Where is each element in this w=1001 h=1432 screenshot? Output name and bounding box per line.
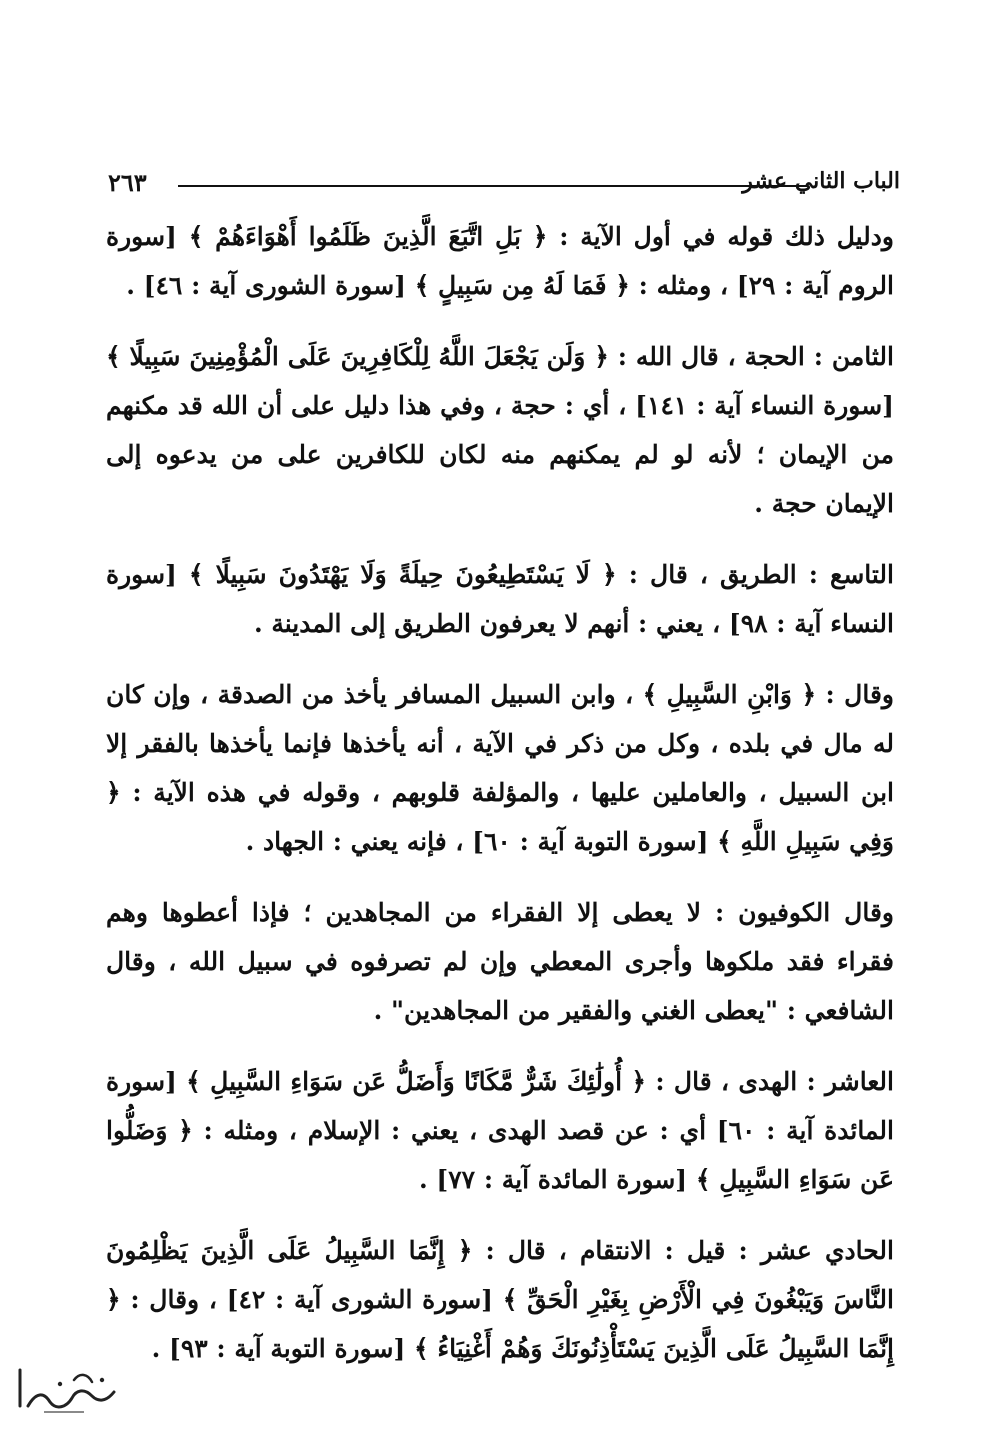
page-body bbox=[106, 212, 894, 1395]
paragraph-1: ودليل ذلك قوله في أول الآية : ﴿ بَلِ اتَّبَعَ الَّذِينَ ظَلَمُوا أَهْوَاءَهُمْ ﴾ [سورة الروم آية : ٢٩] ، ومثله : ﴿ فَمَا لَهُ مِن سَبِيلٍ ﴾ [سورة الشورى آية : ٤٦] . bbox=[106, 222, 894, 300]
paragraph-7: الحادي عشر : قيل : الانتقام ، قال : ﴿ إِنَّمَا السَّبِيلُ عَلَى الَّذِينَ يَظْلِمُونَ النَّاسَ وَيَبْغُونَ فِي الْأَرْضِ بِغَيْرِ الْحَقِّ ﴾ [سورة الشورى آية : ٤٢] ، وقال : ﴿ إِنَّمَا السَّبِيلُ عَلَى الَّذِينَ يَسْتَأْذِنُونَكَ وَهُمْ أَغْنِيَاءُ ﴾ [سورة التوبة آية : ٩٣] . bbox=[106, 1236, 894, 1363]
paragraph-6: العاشر : الهدى ، قال : ﴿ أُولَٰئِكَ شَرٌّ مَّكَانًا وَأَضَلُّ عَن سَوَاءِ السَّبِيلِ ﴾ [سورة المائدة آية : ٦٠] أي : عن قصد الهدى ، يعني : الإسلام ، ومثله : ﴿ وَضَلُّوا عَن سَوَاءِ السَّبِيلِ ﴾ [سورة المائدة آية : ٧٧] . bbox=[106, 1067, 894, 1194]
paragraph-3: التاسع : الطريق ، قال : ﴿ لَا يَسْتَطِيعُونَ حِيلَةً وَلَا يَهْتَدُونَ سَبِيلًا ﴾ [سورة النساء آية : ٩٨] ، يعني : أنهم لا يعرفون الطريق إلى المدينة . bbox=[106, 560, 894, 638]
chapter-title: الباب الثاني عشر bbox=[742, 168, 900, 194]
paragraph-2: الثامن : الحجة ، قال الله : ﴿ وَلَن يَجْعَلَ اللَّهُ لِلْكَافِرِينَ عَلَى الْمُؤْمِنِينَ سَبِيلًا ﴾ [سورة النساء آية : ١٤١] ، أي : حجة ، وفي هذا دليل على أن الله قد مكنهم من الإيمان ؛ لأنه لو لم يمكنهم منه لكان للكافرين على من يدعوه إلى الإيمان حجة . bbox=[106, 342, 895, 518]
header-divider bbox=[178, 185, 808, 187]
paragraph-5: وقال الكوفيون : لا يعطى إلا الفقراء من المجاهدين ؛ فإذا أعطوها وهم فقراء فقد ملكوها وأجرى المعطي وإن لم تصرفوه في سبيل الله ، وقال الشافعي : "يعطى الغني والفقير من المجاهدين" . bbox=[106, 898, 894, 1025]
calligraphy-logo-icon bbox=[14, 1362, 124, 1418]
page-header bbox=[100, 168, 900, 204]
page-number: ٢٦٣ bbox=[108, 168, 147, 197]
paragraph-4: وقال : ﴿ وَابْنِ السَّبِيلِ ﴾ ، وابن السبيل المسافر يأخذ من الصدقة ، وإن كان له مال في بلده ، وكل من ذكر في الآية ، أنه يأخذها فإنما يأخذها بالفقر إلا ابن السبيل ، والعاملين عليها ، والمؤلفة قلوبهم ، وقوله في هذه الآية : ﴿ وَفِي سَبِيلِ اللَّهِ ﴾ [سورة التوبة آية : ٦٠] ، فإنه يعني : الجهاد . bbox=[106, 680, 894, 856]
